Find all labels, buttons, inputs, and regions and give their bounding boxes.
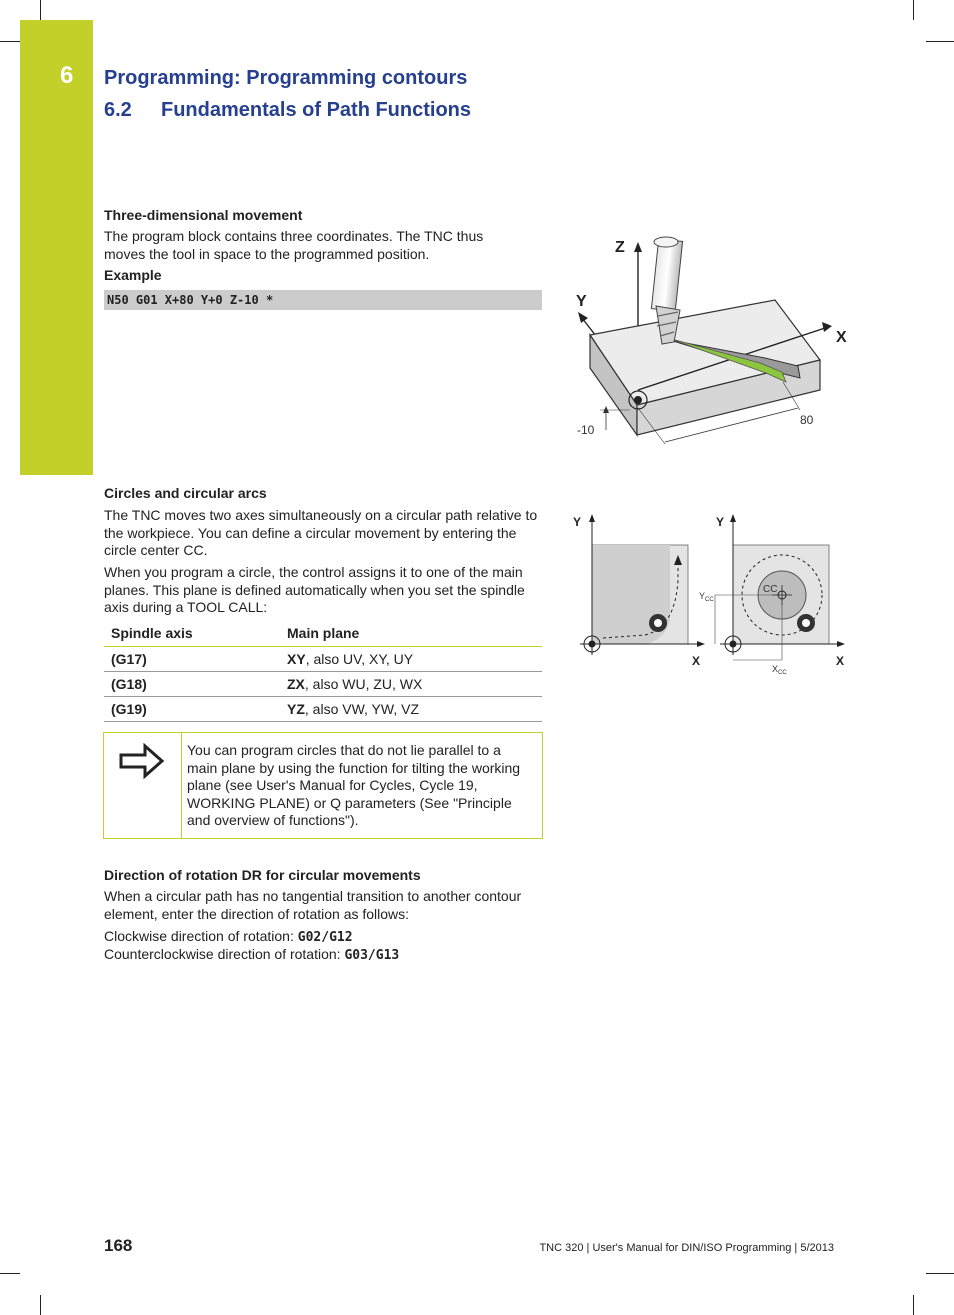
fig-xcc-label bbox=[772, 664, 787, 676]
right-origin-dot bbox=[730, 641, 737, 648]
code-example: N50 G01 X+80 Y+0 Z-10 * bbox=[104, 290, 542, 310]
table-header-spindle: Spindle axis bbox=[104, 620, 280, 647]
fig-x1-label: X bbox=[692, 654, 701, 668]
note-divider bbox=[181, 733, 182, 838]
plane-alternatives: , also WU, ZU, WX bbox=[304, 676, 423, 692]
plane-primary: YZ bbox=[287, 701, 305, 717]
milling-tool-shank bbox=[651, 239, 682, 311]
chapter-sidebar bbox=[20, 20, 93, 475]
dim-depth-arrow bbox=[603, 406, 609, 413]
fig-ycc-main: Y bbox=[699, 591, 706, 601]
page-number: 168 bbox=[104, 1236, 133, 1255]
fig-ycc-sub: CC bbox=[705, 597, 714, 603]
crop-mark bbox=[926, 1273, 954, 1274]
circles-heading: Circles and circular arcs bbox=[104, 485, 267, 501]
crop-mark bbox=[40, 0, 41, 20]
right-y-arrow bbox=[730, 514, 736, 522]
spindle-plane-table bbox=[104, 620, 542, 722]
note-text: You can program circles that do not lie parallel to a main plane by using the function for tilting the working plane (see User's Manual for Cycles, Cycle 19, WORKING PLANE) or Q parameters (See "Principle and overview of functions"). bbox=[187, 742, 521, 828]
ccw-code: G03/G13 bbox=[344, 948, 400, 963]
table-header-row bbox=[104, 620, 542, 647]
fig-cc-label: CC bbox=[763, 584, 778, 595]
cw-code: G02/G12 bbox=[297, 930, 353, 945]
table-cell-axis: (G17) bbox=[104, 647, 280, 672]
plane-primary: ZX bbox=[287, 676, 305, 692]
direction-cw bbox=[104, 928, 544, 947]
chapter-number: 6 bbox=[60, 62, 74, 89]
axis-z-label: Z bbox=[615, 239, 625, 256]
left-origin-dot bbox=[589, 641, 596, 648]
circles-para-2: When you program a circle, the control assigns it to one of the main planes. This plane is defined automatically when you set the spindle axis during a TOOL CALL: bbox=[104, 564, 525, 615]
cw-label: Clockwise direction of rotation: bbox=[104, 928, 298, 944]
fig-xcc-sub: CC bbox=[778, 670, 787, 676]
table-row bbox=[104, 697, 542, 722]
arrow-right-icon bbox=[119, 743, 165, 779]
dim-x-label: 80 bbox=[800, 413, 814, 427]
axis-x-label: X bbox=[836, 329, 847, 346]
left-y-arrow bbox=[589, 514, 595, 522]
crop-mark bbox=[913, 0, 914, 20]
crop-mark bbox=[926, 41, 954, 42]
example-label: Example bbox=[104, 267, 162, 283]
chapter-title: Programming: Programming contours bbox=[104, 67, 468, 89]
x-axis-arrow bbox=[822, 322, 832, 332]
table-header-plane: Main plane bbox=[280, 620, 542, 647]
y-axis-arrow bbox=[578, 312, 588, 323]
direction-body: When a circular path has no tangential transition to another contour element, enter the direction of rotation as follows: bbox=[104, 888, 522, 922]
fig-y2-label: Y bbox=[716, 515, 725, 529]
left-cutter-center bbox=[654, 619, 662, 627]
footer-text: TNC 320 | User's Manual for DIN/ISO Programming | 5/2013 bbox=[539, 1242, 834, 1254]
note-box bbox=[103, 732, 543, 839]
ccw-label: Counterclockwise direction of rotation: bbox=[104, 946, 345, 962]
axis-y-label: Y bbox=[576, 293, 587, 310]
table-cell-plane bbox=[280, 697, 542, 722]
table-row bbox=[104, 672, 542, 697]
crop-mark bbox=[0, 1273, 20, 1274]
direction-heading: Direction of rotation DR for circular movements bbox=[104, 867, 421, 883]
right-x-arrow bbox=[837, 641, 845, 647]
crop-mark bbox=[913, 1295, 914, 1315]
origin-dot bbox=[634, 396, 642, 404]
three-dim-body: The program block contains three coordinates. The TNC thus moves the tool in space to the programmed position. bbox=[104, 228, 484, 262]
table-cell-axis: (G18) bbox=[104, 672, 280, 697]
left-x-arrow bbox=[697, 641, 705, 647]
section-title-text: Fundamentals of Path Functions bbox=[161, 99, 472, 121]
fig-xcc-main: X bbox=[772, 664, 779, 674]
fig-y1-label: Y bbox=[573, 515, 582, 529]
three-dim-figure bbox=[570, 230, 860, 450]
right-cutter-center bbox=[802, 619, 810, 627]
three-dim-heading: Three-dimensional movement bbox=[104, 207, 303, 223]
dim-depth-label: -10 bbox=[577, 423, 595, 437]
table-cell-axis: (G19) bbox=[104, 697, 280, 722]
circles-para-1: The TNC moves two axes simultaneously on a circular path relative to the workpiece. You can define a circular movement by entering the circle center CC. bbox=[104, 507, 538, 558]
fig-ycc-label bbox=[699, 591, 714, 603]
table-cell-plane bbox=[280, 647, 542, 672]
plane-primary: XY bbox=[287, 651, 306, 667]
milling-tool-top bbox=[654, 237, 678, 247]
section-number: 6.2 bbox=[104, 99, 132, 121]
plane-alternatives: , also UV, XY, UY bbox=[305, 651, 414, 667]
fig-x2-label: X bbox=[836, 654, 845, 668]
table-row bbox=[104, 647, 542, 672]
direction-ccw bbox=[104, 946, 544, 965]
crop-mark bbox=[40, 1295, 41, 1315]
z-axis-arrow bbox=[634, 242, 642, 252]
table-cell-plane bbox=[280, 672, 542, 697]
crop-mark bbox=[0, 41, 20, 42]
plane-alternatives: , also VW, YW, VZ bbox=[304, 701, 419, 717]
section-title bbox=[104, 99, 471, 122]
circles-figure bbox=[570, 510, 855, 680]
